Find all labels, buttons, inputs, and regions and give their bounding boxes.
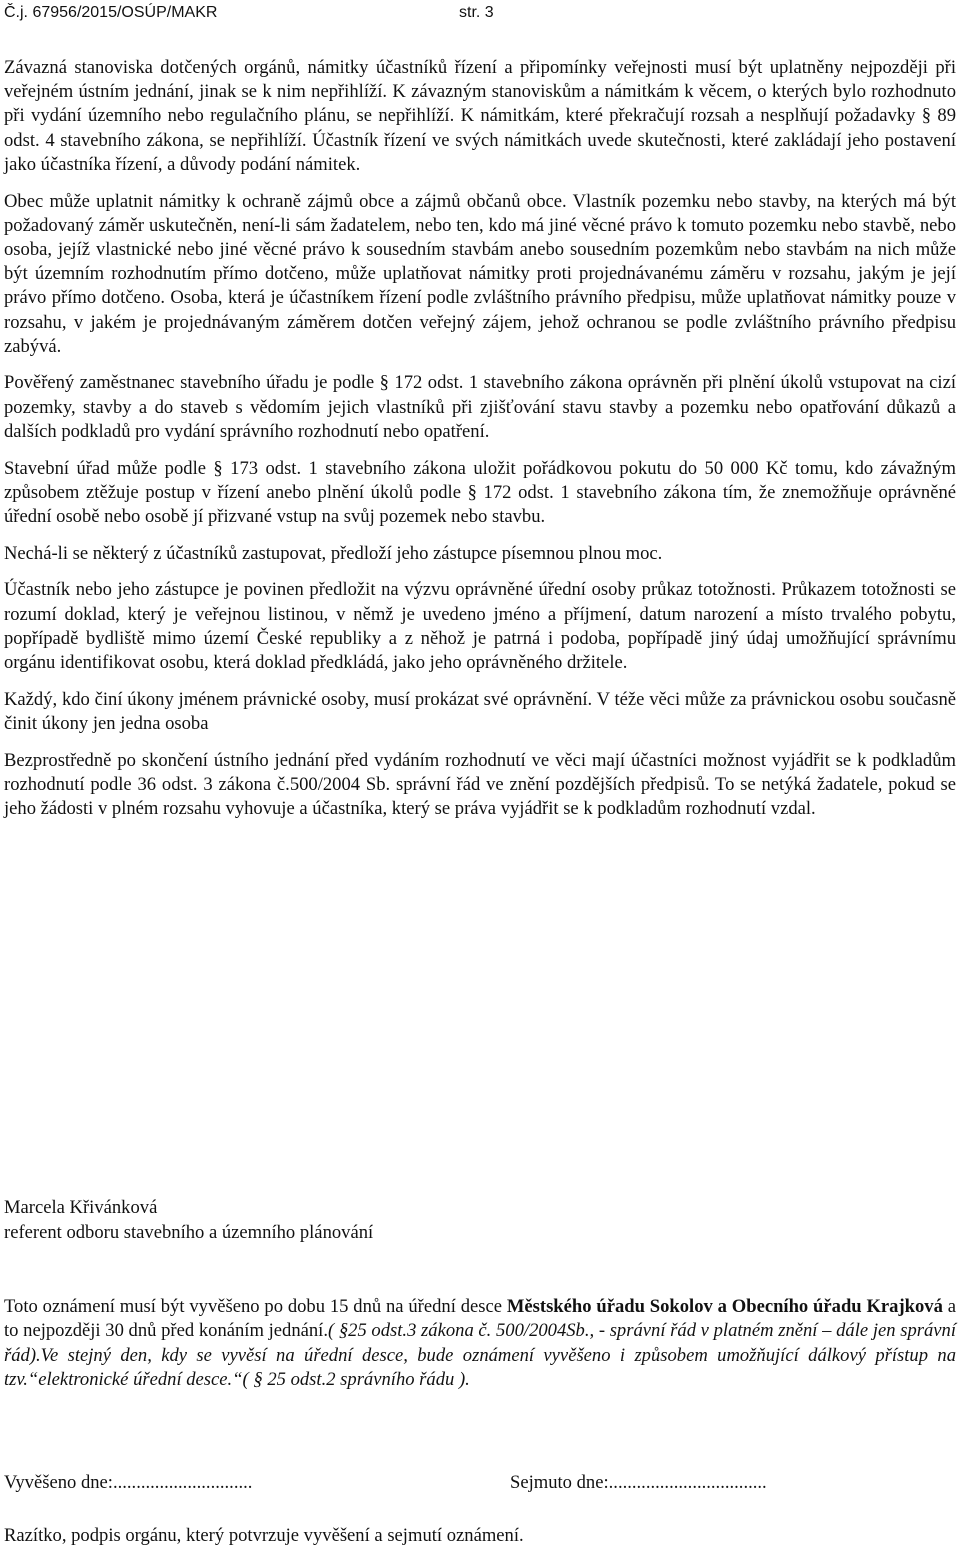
paragraph-identity: Účastník nebo jeho zástupce je povinen předložit na výzvu oprávněné úřední osoby průkaz totožnosti. Průkazem totožnosti se rozumí doklad, který je veřejnou listinou, v němž je uvedeno jméno a příjmení, datum narození a místo trvalého pobytu, popřípadě bydliště mimo území České republiky a z něhož je patrná i podoba, popřípadě jiný údaj umožňující správnímu orgánu identifikovat osobu, která doklad předkládá, jako jeho oprávněného držitele.	[4, 579, 956, 673]
reference-number: Č.j. 67956/2015/OSÚP/MAKR	[4, 4, 218, 21]
document-body	[4, 56, 956, 834]
posting-intro: Toto oznámení musí být vyvěšeno po dobu 15 dnů na úřední desce	[4, 1296, 507, 1317]
paragraph-legal-entity: Každý, kdo činí úkony jménem právnické osoby, musí prokázat své oprávnění. V téže věci může za právnickou osobu současně činit úkony jen jedna osoba	[4, 688, 956, 734]
signatory-name: Marcela Křivánková	[4, 1197, 158, 1218]
paragraph-power-of-attorney: Nechá-li se některý z účastníků zastupovat, předloží jeho zástupce písemnou plnou moc.	[4, 542, 663, 564]
paragraph-objections: Závazná stanoviska dotčených orgánů, námitky účastníků řízení a připomínky veřejnosti musí být uplatněny nejpozději při veřejném ústním jednání, jinak se k nim nepřihlíží. K závazným stanoviskům a námitkám k věcem, o kterých bylo rozhodnuto při vydání územního nebo regulačního plánu, se nepřihlíží. K námitkám, které překračují rozsah a nesplňují požadavky § 89 odst. 4 stavebního zákona, se nepřihlíží. Účastník řízení ve svých námitkách uvede skutečnosti, které zakládají jeho postavení jako účastníka řízení, a důvody podání námitek.	[4, 57, 956, 175]
page-number: str. 3	[459, 4, 494, 21]
posting-notice	[4, 1295, 956, 1393]
removed-date-field: Sejmuto dne:..................................	[510, 1472, 767, 1493]
page-header	[4, 3, 944, 23]
paragraph-municipality: Obec může uplatnit námitky k ochraně zájmů obce a zájmů občanů obce. Vlastník pozemku nebo stavby, na kterých má být požadovaný záměr uskutečněn, není-li sám žadatelem, nebo ten, kdo má jiné věcné právo k tomuto pozemku nebo stavbě, nebo osoba, jejíž vlastnické nebo jiné věcné právo k sousedním stavbám anebo sousedním pozemkům nebo stavbám na nich může být územním rozhodnutím přímo dotčeno, může uplatňovat námitky proti projednávanému záměru v rozsahu, jakým je její právo přímo dotčeno. Osoba, která je účastníkem řízení podle zvláštního právního předpisu, může uplatňovat námitky pouze v rozsahu, v jakém je projednávaným záměrem dotčen veřejný zájem, jehož ochranou se podle zvláštního právního předpisu zabývá.	[4, 190, 956, 357]
paragraph-authorized-employee: Pověřený zaměstnanec stavebního úřadu je podle § 172 odst. 1 stavebního zákona oprávněn při plnění úkolů vstupovat na cizí pozemky, stavby a do staveb s vědomím jejich vlastníků při zjišťování stavu stavby a pozemku nebo opatřování důkazů a dalších podkladů pro vydání správního rozhodnutí nebo opatření.	[4, 372, 956, 442]
signatory-title: referent odboru stavebního a územního plánování	[4, 1221, 374, 1243]
paragraph-fine: Stavební úřad může podle § 173 odst. 1 stavebního zákona uložit pořádkovou pokutu do 50 000 Kč tomu, kdo závažným způsobem ztěžuje postup v řízení anebo plnění úkolů podle § 172 odst. 1 stavebního zákona tím, že znemožňuje oprávněné úřední osobě nebo osobě jí přizvané vstup na svůj pozemek nebo stavbu.	[4, 457, 956, 527]
posted-date-field: Vyvěšeno dne:..............................	[4, 1472, 253, 1493]
signature-block	[4, 1196, 944, 1245]
stamp-note: Razítko, podpis orgánu, který potvrzuje vyvěšení a sejmutí oznámení.	[4, 1525, 524, 1546]
posting-deadline: a to nejpozději 30 dnů před konáním jednání.	[4, 1296, 956, 1342]
posting-legal-reference: ( §25 odst.3 zákona č. 500/2004Sb., - správní řád v platném znění – dále jen správní řád).Ve stejný den, kdy se vyvěsí na úřední desce, bude oznámení vyvěšeno i způsobem umožňující dálkový přístup na tzv.“elektronické úřední desce.“( § 25 odst.2 správního řádu ).	[4, 1320, 956, 1391]
posting-offices: Městského úřadu Sokolov a Obecního úřadu Krajková	[506, 1296, 943, 1317]
paragraph-hearing: Bezprostředně po skončení ústního jednání před vydáním rozhodnutí ve věci mají účastníci možnost vyjádřit se k podkladům rozhodnutí podle 36 odst. 3 zákona č.500/2004 Sb. správní řád ve znění pozdějších předpisů. To se netýká žadatele, pokud se jeho žádosti v plném rozsahu vyhovuje a účastníka, který se práva vyjádřit se k podkladům rozhodnutí vzdal.	[4, 749, 956, 819]
